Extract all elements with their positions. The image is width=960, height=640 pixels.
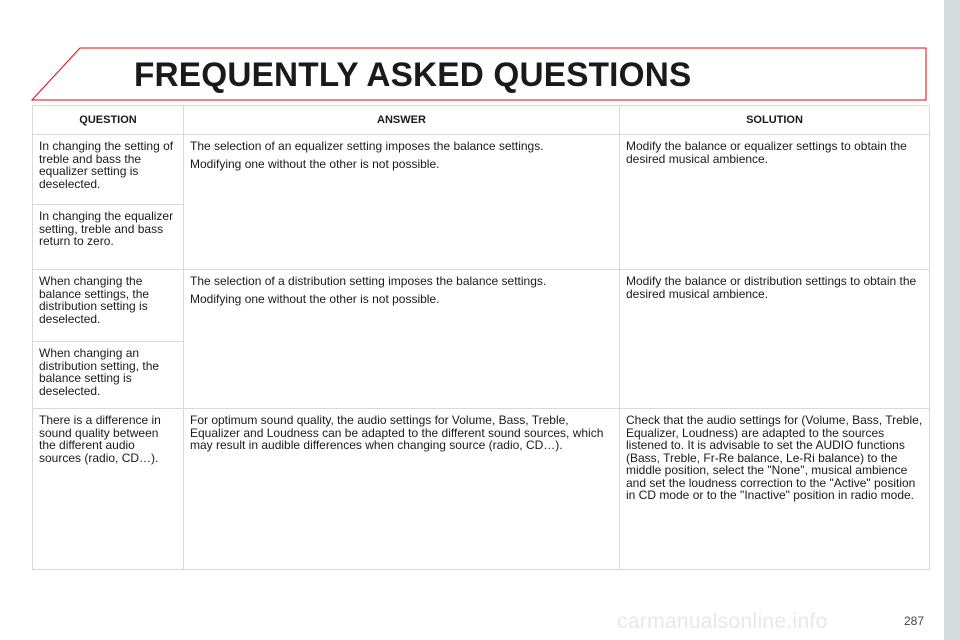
- table-header-row: [33, 106, 930, 135]
- solution-cell: Modify the balance or equalizer settings to obtain the desired musical ambience.: [620, 135, 930, 270]
- header-question: QUESTION: [33, 106, 184, 135]
- header-answer: ANSWER: [184, 106, 620, 135]
- page-title: FREQUENTLY ASKED QUESTIONS: [134, 56, 692, 94]
- answer-paragraph: Modifying one without the other is not possible.: [190, 291, 440, 306]
- table-row: [33, 409, 930, 570]
- faq-table: [32, 105, 930, 570]
- page-number: 287: [904, 614, 925, 628]
- answer-paragraph: Modifying one without the other is not possible.: [190, 156, 440, 171]
- answer-paragraph: The selection of a distribution setting imposes the balance settings.: [190, 274, 547, 288]
- table-row: [33, 135, 930, 205]
- solution-cell: Check that the audio settings for (Volume, Bass, Treble, Equalizer, Loudness) are adapted to the sources listened to. It is advisable to set the AUDIO functions (Bass, Treble, Fr-Re balance, Le-Ri balance) to the middle position, select the "None", musical ambience and set the loudness correction to the "Active" position in CD mode or to the "Inactive" position in radio mode.: [620, 409, 930, 570]
- solution-cell: Modify the balance or distribution settings to obtain the desired musical ambience.: [620, 270, 930, 409]
- watermark: carmanualsonline.info: [617, 610, 828, 633]
- question-cell: When changing an distribution setting, the balance setting is deselected.: [33, 342, 184, 409]
- answer-paragraph: The selection of an equalizer setting imposes the balance settings.: [190, 139, 544, 153]
- question-cell: In changing the equalizer setting, treble and bass return to zero.: [33, 205, 184, 270]
- answer-cell: [184, 409, 620, 570]
- answer-cell: [184, 270, 620, 409]
- question-cell: When changing the balance settings, the distribution setting is deselected.: [33, 270, 184, 342]
- header-solution: SOLUTION: [620, 106, 930, 135]
- answer-paragraph: For optimum sound quality, the audio settings for Volume, Bass, Treble, Equalizer and Loudness can be adapted to the different sound sources, which may result in audible differences when changing source (radio, CD…).: [190, 413, 604, 452]
- answer-cell: [184, 135, 620, 270]
- table-row: [33, 270, 930, 342]
- question-cell: In changing the setting of treble and bass the equalizer setting is deselected.: [33, 135, 184, 205]
- question-cell: There is a difference in sound quality between the different audio sources (radio, CD…).: [33, 409, 184, 570]
